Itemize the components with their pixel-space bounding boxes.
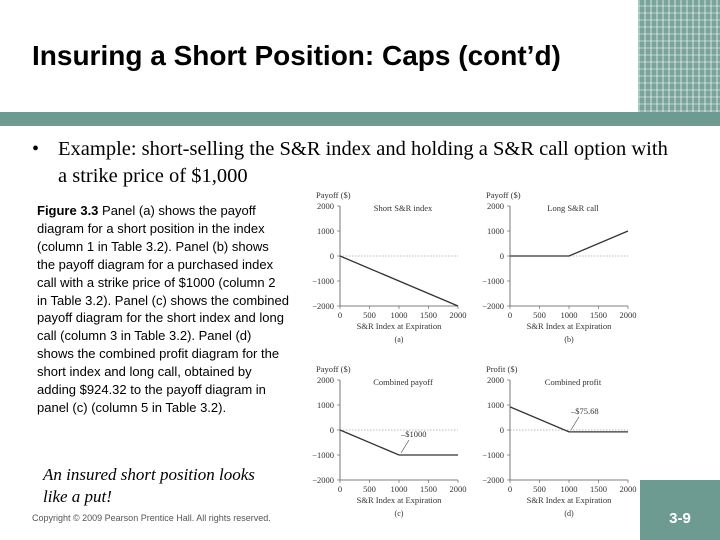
y-tick-label: 2000 (487, 201, 504, 211)
y-tick-label: −2000 (482, 475, 504, 485)
panel-label: (d) (564, 509, 574, 518)
x-tick-label: 1500 (420, 484, 437, 494)
y-tick-label: −1000 (312, 276, 334, 286)
x-tick-label: 1500 (590, 484, 607, 494)
page-number-box (640, 480, 720, 540)
y-axis-label: Payoff ($) (316, 190, 351, 200)
x-tick-label: 2000 (619, 310, 637, 320)
x-tick-label: 1000 (560, 310, 578, 320)
panel-label: (a) (394, 335, 404, 344)
y-tick-label: 2000 (487, 375, 504, 385)
y-tick-label: −1000 (482, 276, 504, 286)
header-divider (0, 112, 720, 126)
annotation-label: –$1000 (401, 429, 427, 439)
annotation-leader (571, 417, 579, 430)
corner-decoration (638, 0, 720, 112)
series-line (510, 231, 628, 256)
y-tick-label: 0 (329, 425, 334, 435)
page-number: 3-9 (669, 510, 691, 527)
x-tick-label: 1000 (390, 484, 408, 494)
series-line (340, 430, 458, 455)
x-axis-label: S&R Index at Expiration (356, 495, 442, 505)
x-axis-label: S&R Index at Expiration (526, 495, 612, 505)
x-tick-label: 500 (363, 310, 376, 320)
bullet-text: Example: short-selling the S&R index and holding a S&R call option with a strike price of $1,000 (58, 138, 668, 187)
x-tick-label: 500 (363, 484, 376, 494)
x-tick-label: 2000 (449, 484, 467, 494)
y-axis-label: Profit ($) (486, 364, 518, 374)
y-tick-label: 0 (329, 251, 334, 261)
bullet-marker: • (32, 138, 40, 160)
x-tick-label: 1500 (590, 310, 607, 320)
y-tick-label: 2000 (317, 201, 334, 211)
copyright-notice: Copyright © 2009 Pearson Prentice Hall. All rights reserved. (32, 513, 271, 523)
x-axis-label: S&R Index at Expiration (526, 321, 612, 331)
chart-title: Combined profit (544, 377, 602, 387)
chart-panel-c (300, 362, 468, 522)
figure-caption-text: Panel (a) shows the payoff diagram for a short position in the index (column 1 in Table 3.2). Panel (b) shows the payoff diagram for a purchased index call with a strike price of $1000 (column 2 in Table 3.2). Panel (c) shows the combined payoff diagram for the short index and long call (column 3 in Table 3.2). Panel (d) shows the combined profit diagram for the short index and long call, obtained by adding $924.32 to the payoff diagram in panel (c) (column 5 in Table 3.2). (37, 203, 289, 415)
x-tick-label: 0 (507, 484, 513, 494)
y-tick-label: −1000 (482, 450, 504, 460)
panel-label: (b) (564, 335, 574, 344)
x-tick-label: 1500 (420, 310, 437, 320)
series-line (340, 256, 458, 306)
x-axis-label: S&R Index at Expiration (356, 321, 442, 331)
x-tick-label: 2000 (619, 484, 637, 494)
x-tick-label: 1000 (560, 484, 578, 494)
y-tick-label: 0 (499, 251, 504, 261)
annotation-leader (401, 440, 409, 453)
y-tick-label: −2000 (312, 475, 334, 485)
slide-title: Insuring a Short Position: Caps (cont’d) (32, 40, 561, 71)
insight-note: An insured short position looks like a put! (43, 465, 255, 506)
figure-caption (37, 202, 289, 417)
y-tick-label: 0 (499, 425, 504, 435)
chart-title: Long S&R call (547, 203, 599, 213)
x-tick-label: 0 (337, 310, 343, 320)
y-tick-label: −2000 (482, 301, 504, 311)
chart-title: Short S&R index (373, 203, 433, 213)
x-tick-label: 500 (533, 310, 546, 320)
chart-panel-b (470, 188, 638, 348)
y-tick-label: 1000 (487, 226, 504, 236)
x-tick-label: 1000 (390, 310, 408, 320)
y-tick-label: 1000 (487, 400, 504, 410)
chart-panel-a (300, 188, 468, 348)
chart-panel-d (470, 362, 638, 522)
chart-title: Combined payoff (373, 377, 433, 387)
series-line (510, 407, 628, 432)
y-tick-label: 2000 (317, 375, 334, 385)
y-tick-label: 1000 (317, 400, 334, 410)
y-tick-label: 1000 (317, 226, 334, 236)
annotation-label: –$75.68 (571, 405, 599, 416)
x-tick-label: 0 (507, 310, 513, 320)
y-tick-label: −1000 (312, 450, 334, 460)
x-tick-label: 0 (337, 484, 343, 494)
x-tick-label: 2000 (449, 310, 467, 320)
y-axis-label: Payoff ($) (486, 190, 521, 200)
y-tick-label: −2000 (312, 301, 334, 311)
x-tick-label: 500 (533, 484, 546, 494)
y-axis-label: Payoff ($) (316, 364, 351, 374)
figure-label: Figure 3.3 (37, 203, 99, 218)
panel-label: (c) (394, 509, 404, 518)
